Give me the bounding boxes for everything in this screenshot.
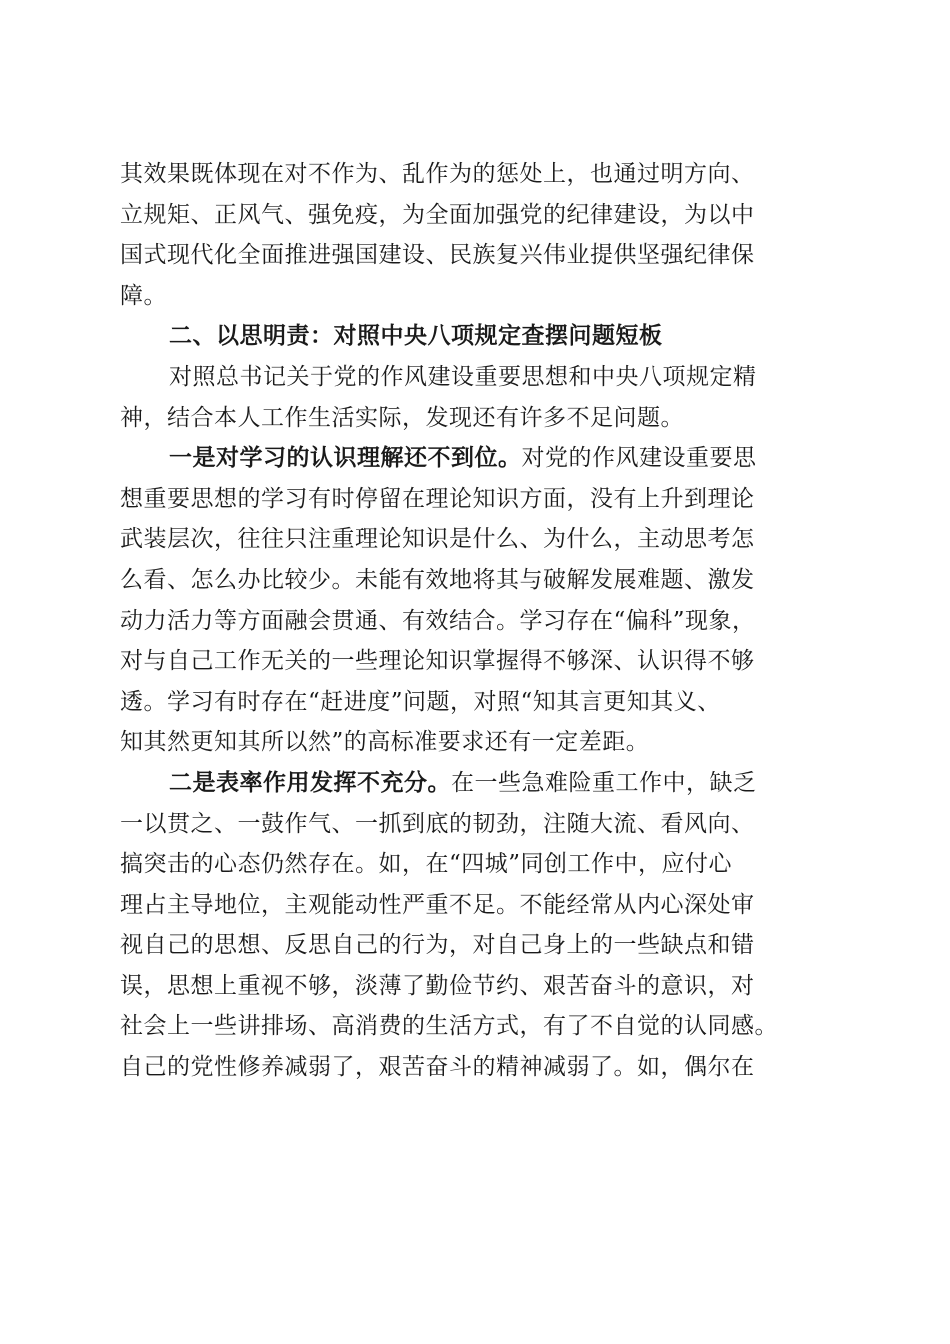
- paragraph-line: 武装层次，往往只注重理论知识是什么、为什么，主动思考怎: [120, 526, 755, 553]
- paragraph-line: 其效果既体现在对不作为、乱作为的惩处上，也通过明方向、: [120, 161, 755, 187]
- paragraph-line: 对与自己工作无关的一些理论知识掌握得不够深、认识得不够: [120, 648, 755, 675]
- paragraph-first-line: [120, 438, 844, 479]
- point-lead-2: 二是表率作用发挥不充分。: [169, 769, 451, 796]
- paragraph-line: 搞突击的心态仍然存在。如，在“四城”同创工作中，应付心: [120, 851, 733, 878]
- paragraph-line: 障。: [120, 282, 167, 309]
- document-body: [120, 154, 844, 1088]
- point-lead-1: 一是对学习的认识理解还不到位。: [169, 445, 522, 472]
- paragraph-line: 立规矩、正风气、强免疫，为全面加强党的纪律建设，为以中: [120, 201, 755, 228]
- paragraph-line: 动力活力等方面融会贯通、有效结合。学习存在“偏科”现象，: [120, 607, 756, 634]
- paragraph-line: 国式现代化全面推进强国建设、民族复兴伟业提供坚强纪律保: [120, 242, 755, 269]
- paragraph-line: 神，结合本人工作生活实际，发现还有许多不足问题。: [120, 404, 684, 431]
- paragraph-line: 对照总书记关于党的作风建设重要思想和中央八项规定精: [169, 363, 757, 390]
- paragraph-text: 对党的作风建设重要思: [521, 445, 757, 472]
- paragraph-line: 理占主导地位，主观能动性严重不足。不能经常从内心深处审: [120, 891, 755, 918]
- paragraph-line: 误，思想上重视不够，淡薄了勤俭节约、艰苦奋斗的意识，对: [120, 972, 755, 999]
- paragraph-text: 在一些急难险重工作中，缺乏: [451, 769, 757, 796]
- paragraph-line: 么看、怎么办比较少。未能有效地将其与破解发展难题、激发: [120, 566, 755, 593]
- paragraph-first-line: [120, 763, 844, 804]
- section-heading: 二、以思明责：对照中央八项规定查摆问题短板: [169, 323, 663, 350]
- paragraph-line: 知其然更知其所以然”的高标准要求还有一定差距。: [120, 729, 650, 756]
- paragraph-line: 自己的党性修养减弱了，艰苦奋斗的精神减弱了。如，偶尔在: [120, 1054, 755, 1081]
- paragraph-line: 一以贯之、一鼓作气、一抓到底的韧劲，注随大流、看风向、: [120, 810, 755, 837]
- paragraph-line: 视自己的思想、反思自己的行为，对自己身上的一些缺点和错: [120, 932, 755, 959]
- paragraph-line: 想重要思想的学习有时停留在理论知识方面，没有上升到理论: [120, 485, 755, 512]
- paragraph-line: 社会上一些讲排场、高消费的生活方式，有了不自觉的认同感。: [120, 1013, 778, 1040]
- paragraph-line: 透。学习有时存在“赶进度”问题，对照“知其言更知其义、: [120, 688, 721, 715]
